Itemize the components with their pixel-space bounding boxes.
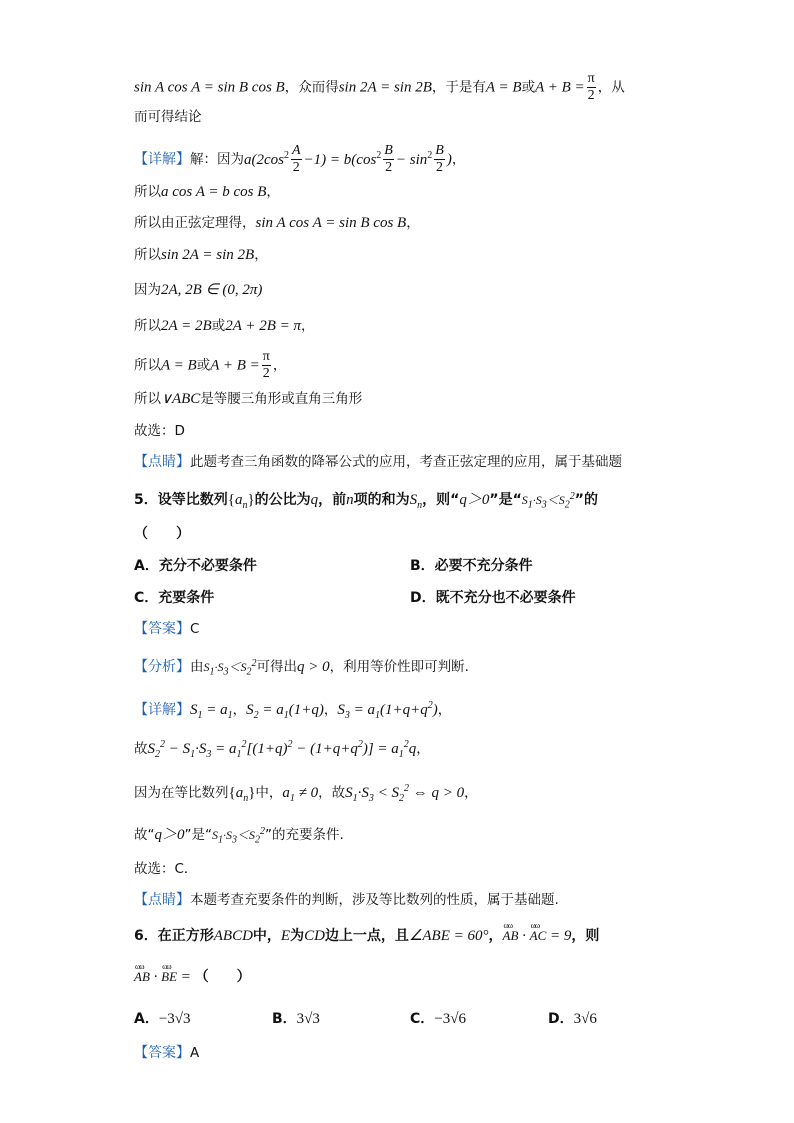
text: ， bbox=[406, 215, 420, 231]
option-label: A． bbox=[134, 1011, 159, 1027]
vector-ac: ωω AC bbox=[530, 925, 547, 947]
formula: $\{a_n\}$ bbox=[227, 492, 255, 511]
text: ，利用等价性即可判断. bbox=[329, 659, 469, 675]
formula: ∨ABC bbox=[161, 391, 201, 407]
formula: $S_3 = a_1(1+q+q^2)$ bbox=[337, 700, 438, 721]
text: 为 bbox=[290, 928, 305, 944]
text-line-11: 故选：D bbox=[134, 423, 185, 439]
detail-line-5-3 bbox=[134, 778, 478, 810]
formula: A + B = bbox=[535, 79, 585, 96]
text: 故“ bbox=[134, 827, 155, 843]
formula: sin 2A = sin 2B bbox=[338, 79, 432, 96]
text: 由 bbox=[190, 659, 204, 675]
text: 因为在等比数列 bbox=[134, 785, 229, 801]
option-label: B． bbox=[272, 1011, 297, 1027]
detail-tag: 【详解】 bbox=[134, 151, 190, 168]
text: ， bbox=[437, 702, 452, 718]
formula: $S_1\cdot S_3<S_2^2$ bbox=[203, 658, 257, 678]
option-d bbox=[548, 1008, 597, 1028]
option-label: C． bbox=[410, 1011, 435, 1027]
denominator: 2 bbox=[262, 366, 270, 381]
text: 或 bbox=[521, 79, 536, 96]
text: 所以由正弦定理得， bbox=[134, 215, 256, 231]
formula: $S_1 = a_1$ bbox=[190, 702, 233, 721]
detail-line-5-5: 故选：C． bbox=[134, 861, 198, 877]
answer-line-5 bbox=[134, 618, 199, 640]
text: 所以 bbox=[134, 318, 161, 334]
formula: A + B = bbox=[210, 357, 260, 374]
text: 边上一点，且 bbox=[324, 928, 409, 944]
fraction bbox=[291, 143, 302, 176]
text: ”的 bbox=[574, 492, 598, 508]
text: ， bbox=[488, 928, 503, 944]
formula: ∠ABE = 60° bbox=[408, 928, 489, 944]
formula: ABCD bbox=[213, 928, 253, 944]
text: 故 bbox=[134, 741, 148, 757]
formula: a cos A = b cos B bbox=[161, 184, 267, 200]
text: ， bbox=[416, 741, 430, 757]
text-line-2: 而可得结论 bbox=[134, 109, 202, 125]
text: 是等腰三角形或直角三角形 bbox=[200, 391, 363, 407]
question-5-paren: （ ） bbox=[134, 526, 190, 542]
formula: q＞0 bbox=[154, 827, 185, 843]
analysis-line-5 bbox=[134, 653, 469, 683]
answer-value: C bbox=[190, 621, 200, 637]
analysis-tag: 【分析】 bbox=[134, 659, 190, 675]
formula: 2A, 2B ∈ (0, 2π) bbox=[161, 282, 263, 298]
fraction bbox=[434, 143, 445, 176]
text: 的公比为 bbox=[254, 492, 311, 508]
numerator: A bbox=[292, 143, 301, 158]
text: ，从 bbox=[597, 79, 625, 96]
text-line-10 bbox=[134, 388, 362, 410]
formula: E bbox=[280, 928, 291, 944]
option-a bbox=[134, 1008, 191, 1028]
vector-ab: ωω AB bbox=[503, 925, 519, 947]
formula: A = B bbox=[485, 79, 522, 96]
option-b: B．必要不充分条件 bbox=[410, 558, 533, 574]
text: 所以 bbox=[134, 247, 161, 263]
text: ”是“ bbox=[184, 827, 213, 843]
formula: sin 2A = sin 2B bbox=[161, 247, 255, 263]
denominator: 2 bbox=[292, 160, 300, 175]
text: ”的充要条件. bbox=[265, 827, 344, 843]
formula: $\{a_n\}$ bbox=[228, 785, 256, 804]
text-line-1 bbox=[134, 71, 625, 104]
detail-line-5-2 bbox=[134, 734, 430, 766]
text: 中， bbox=[252, 928, 281, 944]
numerator: B bbox=[435, 143, 444, 158]
text-line-7 bbox=[134, 279, 262, 301]
question-5-stem bbox=[134, 486, 598, 517]
text: 解：因为 bbox=[190, 151, 244, 168]
text: 可得出 bbox=[256, 659, 298, 675]
formula: 2A + 2B = π bbox=[225, 318, 302, 334]
text: ，故 bbox=[318, 785, 346, 801]
comment-tag: 【点睛】 bbox=[134, 892, 190, 908]
text: 或 bbox=[196, 357, 211, 374]
option-label: D． bbox=[548, 1011, 574, 1027]
text: ， bbox=[266, 184, 280, 200]
formula: q > 0 bbox=[297, 659, 330, 675]
text: ， bbox=[272, 357, 287, 374]
text-line-5 bbox=[134, 212, 420, 234]
formula: CD bbox=[304, 928, 325, 944]
text: 6．在正方形 bbox=[134, 928, 214, 944]
text: 中， bbox=[255, 785, 283, 801]
vector-ab: ωω AB bbox=[134, 966, 150, 988]
question-6-stem-2: ωω AB · ωω BE = （ ） bbox=[134, 966, 251, 988]
text: ，前 bbox=[318, 492, 347, 508]
question-6-stem: 6．在正方形ABCD中，E为CD边上一点，且∠ABE = 60°，ωω AB · ωω AC = 9，则 bbox=[134, 925, 599, 947]
comment-line-5 bbox=[134, 889, 559, 911]
detail-tag: 【详解】 bbox=[134, 702, 190, 718]
formula: $-1) = b(\cos^2$ bbox=[303, 149, 382, 168]
formula: A = B bbox=[161, 357, 197, 374]
formula: q＞0 bbox=[459, 492, 490, 508]
formula: −3√6 bbox=[434, 1011, 466, 1027]
text: 所以 bbox=[134, 184, 161, 200]
text: ，于是有 bbox=[431, 79, 486, 96]
option-b bbox=[272, 1008, 320, 1028]
formula: $S_1\cdot S_3 < S_2^2$ ⇔ q > 0 bbox=[345, 783, 465, 804]
text: 所以 bbox=[134, 357, 161, 374]
text-line-8 bbox=[134, 315, 315, 337]
text: 因为 bbox=[134, 282, 161, 298]
answer-value: A bbox=[190, 1045, 200, 1061]
text: ，则“ bbox=[422, 492, 460, 508]
numerator: B bbox=[384, 143, 393, 158]
detail-line-5-1: 【详解】$S_1 = a_1$，$S_2 = a_1(1+q)$，$S_3 = a_1(1+q+q^2)$， bbox=[134, 700, 452, 721]
option-c: C．充要条件 bbox=[134, 590, 215, 606]
text: 本题考查充要条件的判断，涉及等比数列的性质，属于基础题. bbox=[190, 892, 559, 908]
numerator: π bbox=[262, 349, 270, 364]
text-line-3: 【详解】解：因为$a(2\cos^2$ $\frac{A}{2}$ $-1) = b(\cos^2$ $\frac{B}{2}$ − $\sin^2$ $\frac{B}{2}$ )， bbox=[134, 143, 466, 175]
detail-line-5-4 bbox=[134, 821, 344, 851]
text: 项的和为 bbox=[353, 492, 410, 508]
formula: − $\sin^2$ bbox=[395, 149, 433, 168]
formula: −3√3 bbox=[158, 1011, 191, 1027]
text: ，众而得 bbox=[284, 79, 339, 96]
fraction bbox=[383, 143, 394, 176]
vector-be: ωω BE bbox=[161, 966, 177, 988]
formula: 3√3 bbox=[296, 1011, 320, 1027]
option-d: D．既不充分也不必要条件 bbox=[410, 590, 576, 606]
text-line-4 bbox=[134, 181, 280, 203]
answer-tag: 【答案】 bbox=[134, 1045, 190, 1061]
formula: q bbox=[310, 492, 319, 508]
formula: $S_1\cdot S_3<S_2^2$ bbox=[212, 826, 266, 846]
formula: $a_1 \ne 0$ bbox=[282, 785, 319, 804]
text: （ ） bbox=[194, 969, 251, 985]
denominator: 2 bbox=[587, 88, 595, 103]
formula: $S_2 = a_1(1+q)$ bbox=[246, 702, 324, 721]
text: ，则 bbox=[571, 928, 600, 944]
text: ， bbox=[254, 247, 268, 263]
text: 或 bbox=[211, 318, 226, 334]
fraction bbox=[262, 349, 271, 382]
text: ， bbox=[301, 318, 315, 334]
text: ”是“ bbox=[489, 492, 522, 508]
answer-line-6 bbox=[134, 1042, 199, 1064]
denominator: 2 bbox=[436, 160, 444, 175]
formula: ) bbox=[446, 151, 452, 168]
formula: 3√6 bbox=[573, 1011, 597, 1027]
option-c bbox=[410, 1008, 466, 1028]
formula: sin A cos A = sin B cos B bbox=[255, 215, 407, 231]
formula: 2A = 2B bbox=[161, 318, 212, 334]
option-a: A．充分不必要条件 bbox=[134, 558, 257, 574]
text-line-6 bbox=[134, 244, 268, 266]
text: 此题考查三角函数的降幂公式的应用，考查正弦定理的应用，属于基础题 bbox=[190, 454, 622, 470]
text: ， bbox=[464, 785, 478, 801]
formula: $S_1\cdot S_3<S_2^2$ bbox=[521, 491, 575, 511]
denominator: 2 bbox=[385, 160, 393, 175]
formula: $a(2\cos^2$ bbox=[244, 149, 289, 168]
formula: $S_2^2 - S_1\cdot S_3 = a_1^2[(1+q)^2 - (1+q+q^2)] = a_1^2q$ bbox=[147, 739, 417, 760]
formula: $S_n$ bbox=[409, 492, 423, 511]
text: 5．设等比数列 bbox=[134, 492, 228, 508]
text: 所以 bbox=[134, 391, 161, 407]
comment-tag: 【点睛】 bbox=[134, 454, 190, 470]
text-line-12 bbox=[134, 451, 622, 473]
text-line-9 bbox=[134, 349, 286, 382]
formula: n bbox=[346, 492, 354, 508]
numerator: π bbox=[587, 71, 595, 86]
formula: sin A cos A = sin B cos B bbox=[134, 79, 285, 96]
fraction bbox=[587, 71, 596, 104]
answer-tag: 【答案】 bbox=[134, 621, 190, 637]
